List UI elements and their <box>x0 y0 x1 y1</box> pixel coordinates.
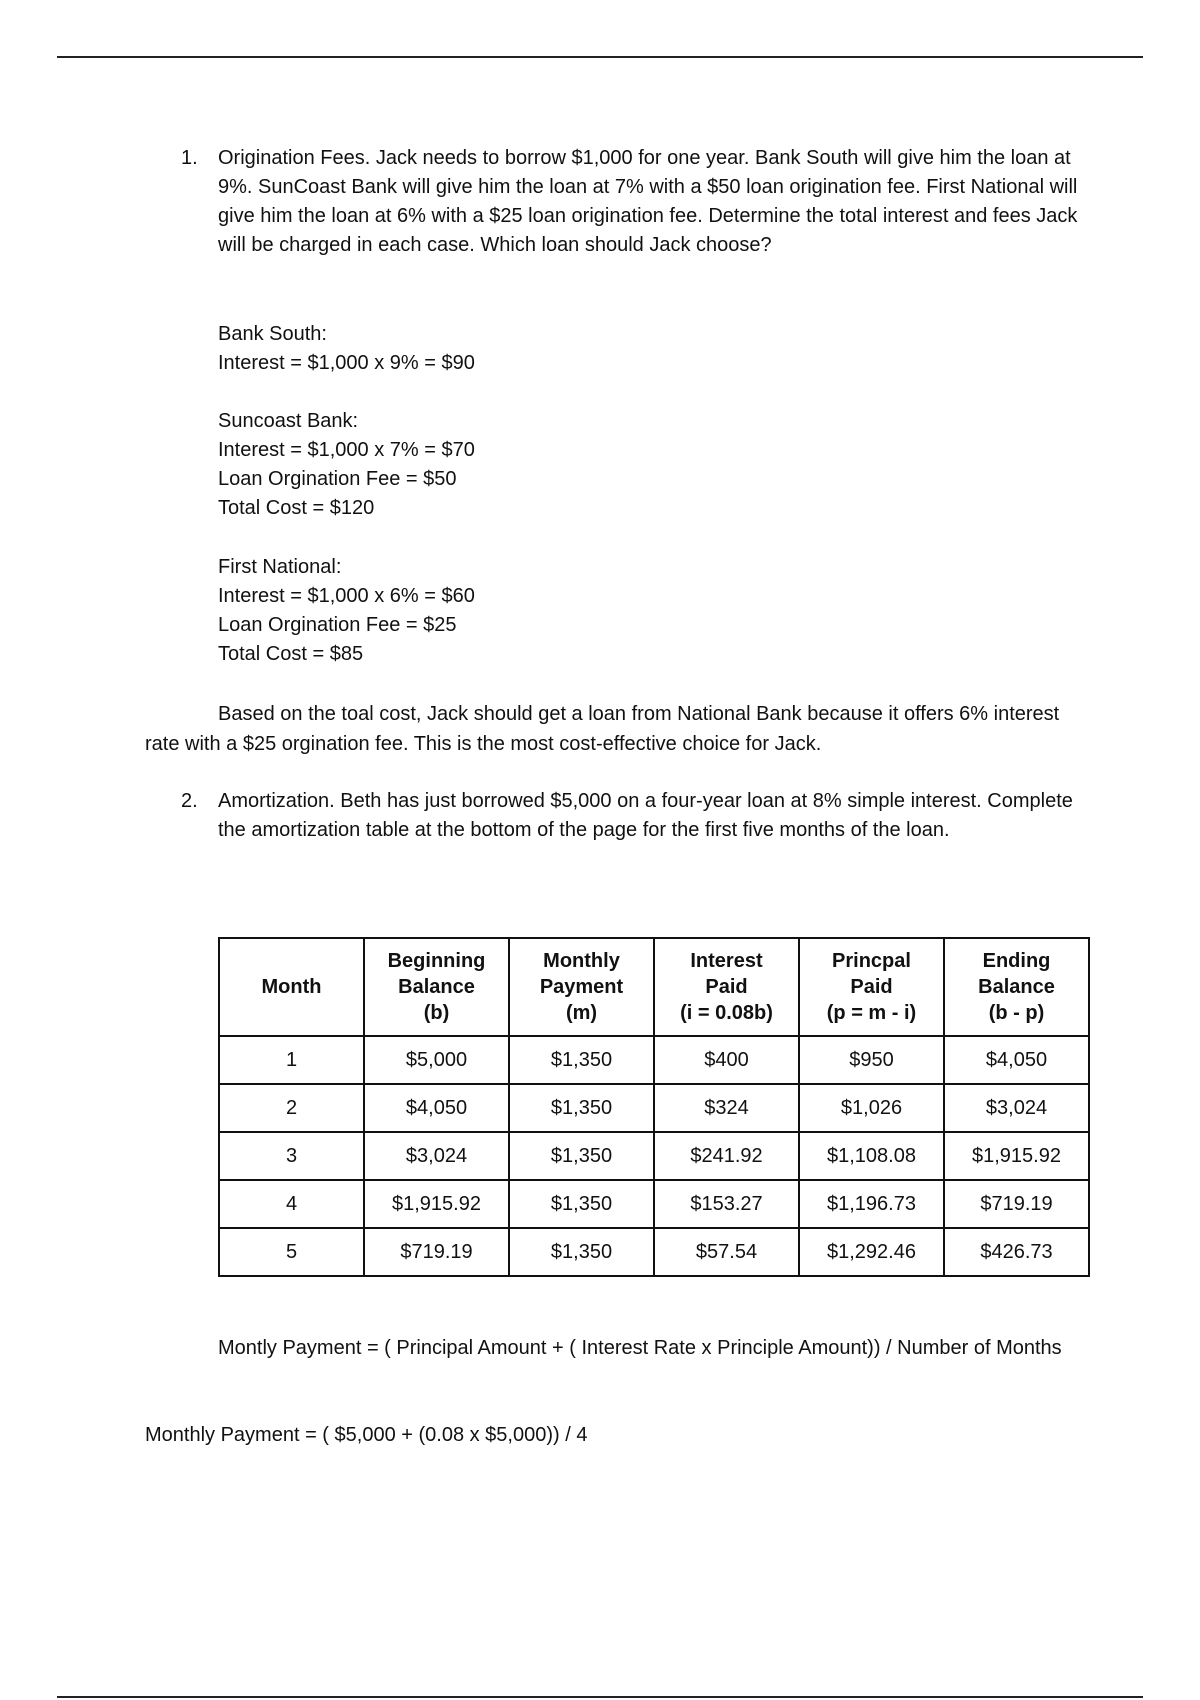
table-row <box>219 1228 1089 1276</box>
header-line: Interest <box>690 950 763 972</box>
question-2 <box>181 787 1088 845</box>
suncoast-total: Total Cost = $120 <box>218 497 375 519</box>
cell-interest-paid: $324 <box>654 1084 799 1132</box>
table-row <box>219 1084 1089 1132</box>
amortization-table <box>218 937 1090 1277</box>
cell-monthly-payment: $1,350 <box>509 1132 654 1180</box>
cell-interest-paid: $241.92 <box>654 1132 799 1180</box>
header-interest-paid <box>654 938 799 1036</box>
question-1 <box>181 144 1088 260</box>
cell-interest-paid: $400 <box>654 1036 799 1084</box>
conclusion-paragraph: Based on the toal cost, Jack should get a loan from National Bank because it offers 6% interest rate with a $25 orgination fee. This is the most cost-effective choice for Jack. <box>145 703 1060 755</box>
bank-south-title: Bank South: <box>218 323 327 345</box>
cell-monthly-payment: $1,350 <box>509 1036 654 1084</box>
cell-interest-paid: $153.27 <box>654 1180 799 1228</box>
first-national-block <box>218 553 918 669</box>
cell-ending-balance: $4,050 <box>944 1036 1089 1084</box>
suncoast-block <box>218 407 918 523</box>
bottom-rule <box>57 1696 1143 1698</box>
header-principal-paid <box>799 938 944 1036</box>
header-line: Payment <box>539 976 624 998</box>
bank-south-interest: Interest = $1,000 x 9% = $90 <box>218 352 475 374</box>
header-line: (i = 0.08b) <box>680 1002 773 1024</box>
cell-beginning-balance: $1,915.92 <box>364 1180 509 1228</box>
cell-ending-balance: $719.19 <box>944 1180 1089 1228</box>
suncoast-interest: Interest = $1,000 x 7% = $70 <box>218 439 475 461</box>
calculation-line: Monthly Payment = ( $5,000 + (0.08 x $5,000)) / 4 <box>145 1424 588 1446</box>
cell-monthly-payment: $1,350 <box>509 1084 654 1132</box>
question-1-text: Origination Fees. Jack needs to borrow $1,000 for one year. Bank South will give him the loan at 9%. SunCoast Bank will give him the loan at 7% with a $50 loan origination fee. First National will give him the loan at 6% with a $25 loan origination fee. Determine the total interest and fees Jack will be charged in each case. Which loan should Jack choose? <box>218 147 1078 256</box>
first-national-total: Total Cost = $85 <box>218 643 364 665</box>
cell-beginning-balance: $5,000 <box>364 1036 509 1084</box>
cell-month: 3 <box>219 1132 364 1180</box>
suncoast-title: Suncoast Bank: <box>218 410 359 432</box>
formula-paragraph: Montly Payment = ( Principal Amount + ( Interest Rate x Principle Amount)) / Number of Months <box>218 1337 1062 1359</box>
header-line: Ending <box>982 950 1051 972</box>
cell-month: 5 <box>219 1228 364 1276</box>
cell-ending-balance: $1,915.92 <box>944 1132 1089 1180</box>
question-1-number: 1. <box>181 147 198 169</box>
first-national-title: First National: <box>218 556 342 578</box>
cell-principal-paid: $1,026 <box>799 1084 944 1132</box>
header-line: Beginning <box>387 950 486 972</box>
header-line: Balance <box>978 976 1055 998</box>
cell-interest-paid: $57.54 <box>654 1228 799 1276</box>
header-monthly-payment <box>509 938 654 1036</box>
cell-principal-paid: $1,196.73 <box>799 1180 944 1228</box>
first-national-interest: Interest = $1,000 x 6% = $60 <box>218 585 475 607</box>
header-line: (m) <box>565 1002 598 1024</box>
table-row <box>219 1132 1089 1180</box>
cell-month: 4 <box>219 1180 364 1228</box>
header-line: Paid <box>850 976 893 998</box>
header-line: Princpal <box>832 950 911 972</box>
suncoast-fee: Loan Orgination Fee = $50 <box>218 468 457 490</box>
cell-principal-paid: $1,108.08 <box>799 1132 944 1180</box>
cell-principal-paid: $950 <box>799 1036 944 1084</box>
question-2-text: Amortization. Beth has just borrowed $5,000 on a four-year loan at 8% simple interest. Complete the amortization table at the bottom of the page for the first five months of the loan. <box>218 790 1073 841</box>
table-row <box>219 1036 1089 1084</box>
question-2-number: 2. <box>181 790 198 812</box>
header-line: Monthly <box>543 950 620 972</box>
header-ending-balance <box>944 938 1089 1036</box>
header-line: (b) <box>423 1002 450 1024</box>
header-month-line: Month <box>261 976 322 998</box>
table-row <box>219 1180 1089 1228</box>
header-beginning-balance <box>364 938 509 1036</box>
cell-month: 2 <box>219 1084 364 1132</box>
cell-monthly-payment: $1,350 <box>509 1228 654 1276</box>
header-month <box>219 938 364 1036</box>
cell-beginning-balance: $719.19 <box>364 1228 509 1276</box>
header-line: Paid <box>705 976 748 998</box>
header-line: (p = m - i) <box>826 1002 917 1024</box>
cell-ending-balance: $3,024 <box>944 1084 1089 1132</box>
cell-ending-balance: $426.73 <box>944 1228 1089 1276</box>
first-national-fee: Loan Orgination Fee = $25 <box>218 614 457 636</box>
cell-beginning-balance: $3,024 <box>364 1132 509 1180</box>
top-rule <box>57 56 1143 58</box>
cell-monthly-payment: $1,350 <box>509 1180 654 1228</box>
cell-month: 1 <box>219 1036 364 1084</box>
header-line: (b - p) <box>988 1002 1045 1024</box>
header-line: Balance <box>398 976 475 998</box>
cell-beginning-balance: $4,050 <box>364 1084 509 1132</box>
bank-south-block <box>218 320 918 378</box>
cell-principal-paid: $1,292.46 <box>799 1228 944 1276</box>
table-header-row <box>219 938 1089 1036</box>
